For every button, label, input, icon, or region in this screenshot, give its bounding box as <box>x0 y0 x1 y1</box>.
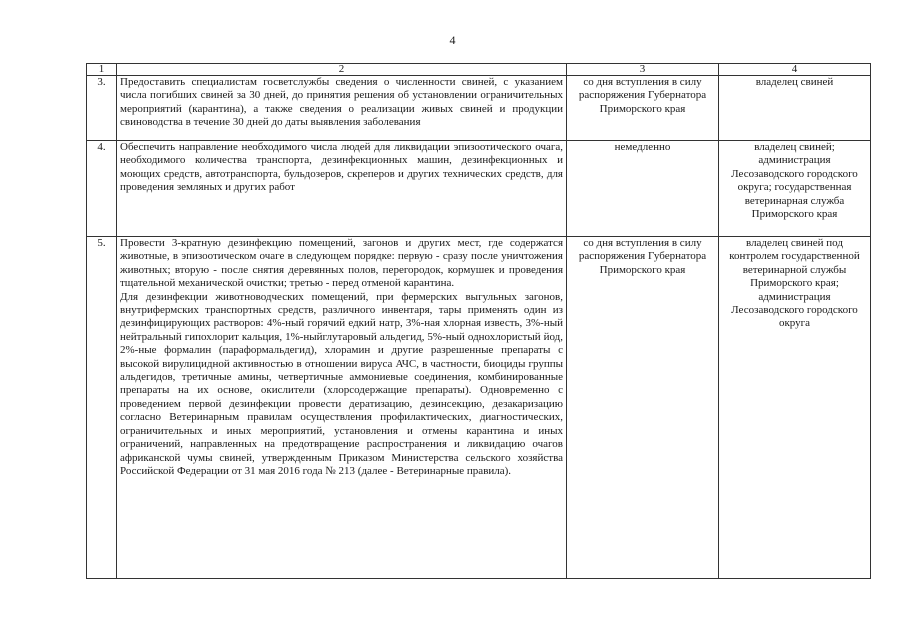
term-cell: со дня вступления в силу распоряжения Губернатора Приморского края <box>567 237 719 579</box>
responsible-cell: владелец свиней <box>719 76 871 141</box>
table-header-row <box>87 64 871 76</box>
page-number: 4 <box>449 33 456 47</box>
table-row <box>87 141 871 237</box>
responsible-cell: владелец свиней под контролем государственной ветеринарной службы Приморского края; администрация Лесозаводского городского округа <box>719 237 871 579</box>
term-cell: немедленно <box>567 141 719 237</box>
measure-text: Провести 3-кратную дезинфекцию помещений, загонов и других мест, где содержатся животные, в эпизоотическом очаге в следующем порядке: первую - сразу после уничтожения животных; вторую - после снятия деревянных полов, перегородок, кормушек и проведения тщательной механической очистки; третью - перед отменой карантина. <box>120 237 563 290</box>
term-cell: со дня вступления в силу распоряжения Губернатора Приморского края <box>567 76 719 141</box>
measure-text: Предоставить специалистам госветслужбы сведения о численности свиней, с указанием числа погибших свиней за 30 дней, до принятия решения об установлении ограничительных мероприятий (карантина), а также сведения о реализации живых свиней и продукции свиноводства в течение 30 дней до даты выявления заболевания <box>117 76 567 141</box>
column-header: 2 <box>117 64 567 76</box>
row-number: 4. <box>87 141 117 237</box>
measure-text: Обеспечить направление необходимого числа людей для ликвидации эпизоотического очага, необходимого количества транспорта, дезинфекционных машин, дезинфекционных и моющих средств, автотранспорта, бульдозеров, скреперов и других технических средств, для проведения земляных и других работ <box>117 141 567 237</box>
column-header: 3 <box>567 64 719 76</box>
responsible-cell: владелец свиней; администрация Лесозаводского городского округа; государственная ветеринарная служба Приморского края <box>719 141 871 237</box>
column-header: 1 <box>87 64 117 76</box>
measure-text-cell <box>117 237 567 579</box>
table-row <box>87 76 871 141</box>
measures-table <box>86 63 871 579</box>
column-header: 4 <box>719 64 871 76</box>
table-row <box>87 237 871 579</box>
measure-text-continued: Для дезинфекции животноводческих помещений, при фермерских выгульных загонов, внутрифермских транспортных средств, различного инвентаря, тары применять один из дезинфицирующих растворов: 4%-ный горячий едкий натр, 3%-ная хлорная известь, 3%-ный нейтральный гипохлорит кальция, 1%-ныйглутаровый альдегид, 5%-ный однохлористый йод, 2%-ные формалин (параформальдегид), хлорамин и другие разрешенные препараты с высокой вирулицидной активностью в отношении вируса АЧС, в частности, биоциды группы альдегидов, третичные амины, четвертичные аммониевые соединения, комбинированные препараты на их основе, окислители (хлорсодержащие препараты). Одновременно с проведением первой дезинфекции провести дератизацию, дезинсекцию, дезакаризацию согласно Ветеринарным правилам осуществления профилактических, диагностических, ограничительных и иных мероприятий, установления и отмены карантина и иных ограничений, направленных на предотвращение распространения и ликвидацию очагов африканской чумы свиней, утвержденным Приказом Министерства сельского хозяйства Российской Федерации от 31 мая 2016 года № 213 (далее - Ветеринарные правила). <box>120 290 563 477</box>
row-number: 3. <box>87 76 117 141</box>
row-number: 5. <box>87 237 117 579</box>
